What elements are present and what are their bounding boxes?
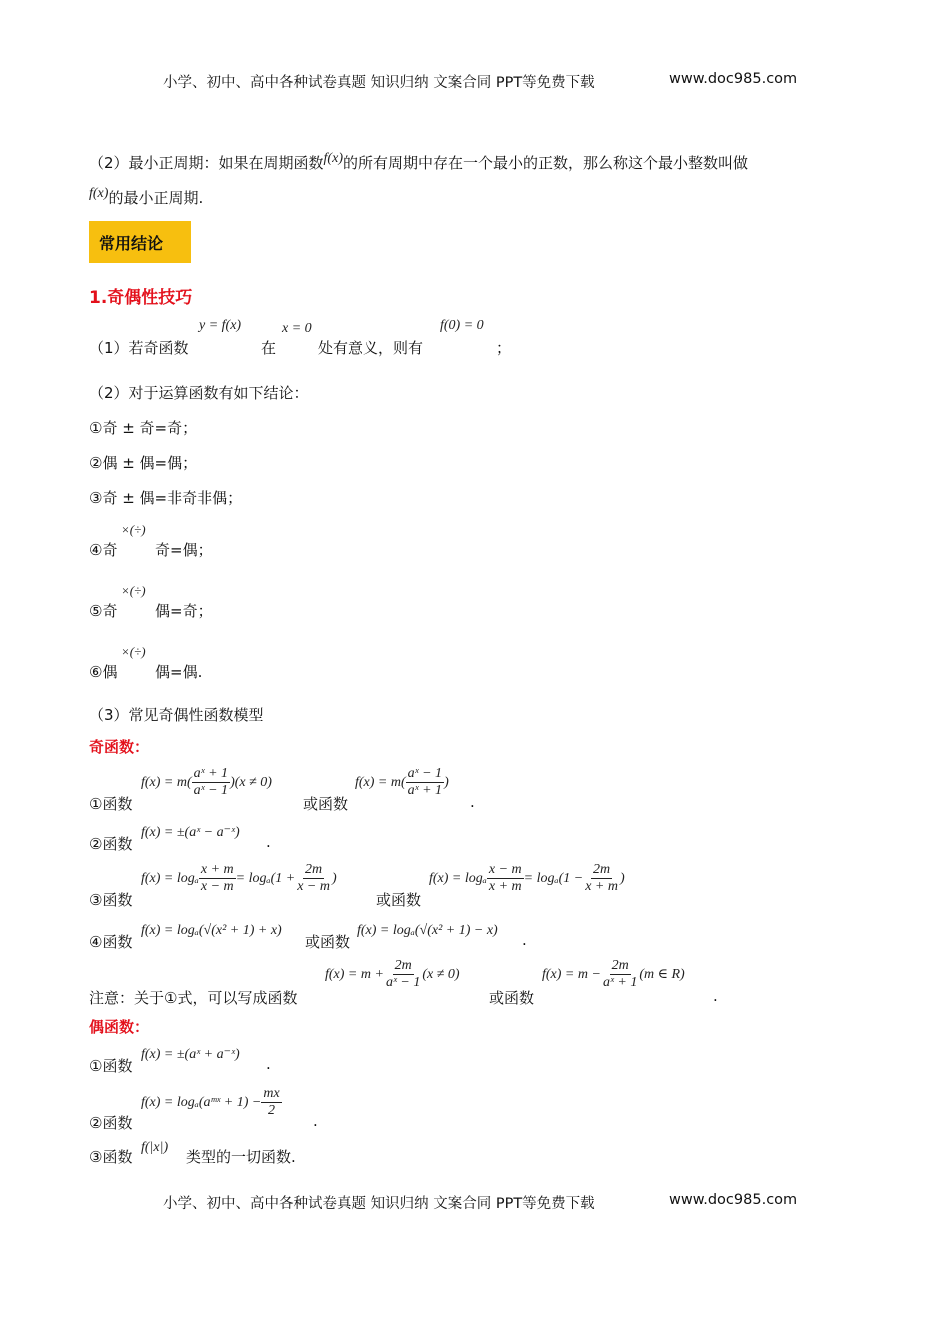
text: f(x) = m( [141, 774, 192, 790]
o2-label: ②函数 [89, 835, 133, 853]
fraction [295, 862, 332, 895]
rule-6a: ⑥偶 [89, 663, 118, 681]
fraction [199, 862, 236, 895]
e3-label: ③函数 [89, 1148, 133, 1166]
odd-formula-2: f(x) = ±(aˣ − a⁻ˣ) [141, 825, 240, 840]
o2-end: . [266, 833, 271, 851]
e2-end: . [313, 1112, 318, 1130]
text: ) [444, 774, 449, 790]
text: 的所有周期中存在一个最小的正数，那么称这个最小整数叫做 [342, 154, 748, 172]
item1-text-c: 处有意义，则有 [318, 339, 424, 357]
text: f(x) = m( [355, 774, 406, 790]
even-formula-1: f(x) = ±(aˣ + a⁻ˣ) [141, 1047, 240, 1062]
op-mul-div: ×(÷) [121, 522, 146, 537]
rule-5a: ⑤奇 [89, 602, 118, 620]
denominator: aˣ + 1 [407, 783, 443, 798]
e3-text: 类型的一切函数. [186, 1148, 296, 1166]
rule-1: ①奇 ± 奇=奇； [89, 419, 198, 437]
o3-label: ③函数 [89, 891, 133, 909]
even-formula-3: f(|x|) [141, 1140, 169, 1155]
note-or: 或函数 [489, 989, 535, 1007]
text: (m ∈ R) [639, 967, 685, 982]
footer-site-link[interactable]: www.doc985.com [669, 1192, 798, 1208]
item1-text-a: （1）若奇函数 [89, 339, 189, 357]
note-formula-2 [542, 958, 685, 991]
footer-text: 小学、初中、高中各种试卷真题 知识归纳 文案合同 PPT等免费下载 [163, 1196, 595, 1212]
text: f(x) = m + [325, 966, 384, 982]
header-text: 小学、初中、高中各种试卷真题 知识归纳 文案合同 PPT等免费下载 [163, 75, 595, 91]
numerator: 2m [593, 862, 611, 877]
even-title: 偶函数： [89, 1018, 150, 1036]
odd-title: 奇函数： [89, 738, 150, 756]
math-f0: f(0) = 0 [440, 318, 484, 333]
min-period-line2 [89, 187, 203, 208]
op-mul-div: ×(÷) [121, 644, 146, 659]
o4-end: . [522, 931, 527, 949]
numerator: mx [263, 1086, 280, 1101]
fraction [261, 1086, 281, 1119]
fraction [192, 766, 230, 799]
denominator: aˣ − 1 [385, 975, 421, 990]
math-x0: x = 0 [282, 321, 312, 336]
odd-formula-1a [141, 766, 272, 799]
even-formula-2 [141, 1086, 282, 1119]
math-fx: f(x) [89, 186, 109, 201]
header-site-link[interactable]: www.doc985.com [669, 71, 798, 87]
item3-text: （3）常见奇偶性函数模型 [89, 706, 264, 724]
rule-6b: 偶=偶. [155, 663, 203, 681]
text: )(x ≠ 0) [230, 774, 272, 790]
fraction [601, 958, 639, 991]
text: ) [331, 870, 337, 886]
odd-formula-3b [429, 862, 625, 895]
text: = logₐ(1 + [235, 870, 296, 886]
note-end: . [713, 987, 718, 1005]
text: ) [619, 870, 625, 886]
odd-formula-4b: f(x) = logₐ(√(x² + 1) − x) [357, 923, 498, 938]
numerator: 2m [394, 958, 412, 973]
denominator: x − m [297, 879, 330, 894]
note-formula-1 [325, 958, 460, 991]
common-conclusions-badge [89, 221, 191, 263]
text: f(x) = m − [542, 966, 601, 982]
rule-4b: 奇=偶； [155, 541, 213, 559]
math-y-fx: y = f(x) [199, 318, 242, 333]
e1-end: . [266, 1055, 271, 1073]
denominator: x + m [488, 879, 522, 894]
math-fx: f(x) [323, 151, 343, 166]
fraction [406, 766, 444, 799]
op-mul-div: ×(÷) [121, 583, 146, 598]
odd-formula-1b [355, 766, 449, 799]
numerator: x − m [488, 862, 522, 877]
note-text: 注意：关于①式，可以写成函数 [89, 989, 298, 1007]
section-heading: 1.奇偶性技巧 [89, 288, 193, 308]
rule-4a: ④奇 [89, 541, 118, 559]
e2-label: ②函数 [89, 1114, 133, 1132]
text: f(x) = logₐ [141, 870, 199, 886]
text: f(x) = logₐ [429, 870, 487, 886]
denominator: x − m [200, 879, 234, 894]
e1-label: ①函数 [89, 1057, 133, 1075]
item1-text-d: ； [496, 339, 512, 357]
min-period-line1 [89, 152, 748, 173]
o4-or: 或函数 [305, 933, 351, 951]
numerator: x + m [200, 862, 234, 877]
rule-2: ②偶 ± 偶=偶； [89, 454, 198, 472]
numerator: aˣ − 1 [407, 766, 443, 781]
item2-text: （2）对于运算函数有如下结论： [89, 384, 309, 402]
rule-5b: 偶=奇； [155, 602, 213, 620]
o1-end: . [470, 793, 475, 811]
text: f(x) = logₐ(aᵐˣ + 1) − [141, 1094, 262, 1110]
numerator: aˣ + 1 [193, 766, 229, 781]
odd-formula-4a: f(x) = logₐ(√(x² + 1) + x) [141, 923, 282, 938]
rule-3: ③奇 ± 偶=非奇非偶； [89, 489, 243, 507]
fraction [487, 862, 524, 895]
numerator: 2m [305, 862, 323, 877]
o1-label: ①函数 [89, 795, 133, 813]
o1-or: 或函数 [303, 795, 349, 813]
fraction [583, 862, 620, 895]
text: 的最小正周期. [108, 189, 204, 207]
o3-or: 或函数 [376, 891, 422, 909]
denominator: aˣ + 1 [602, 975, 638, 990]
text: = logₐ(1 − [523, 870, 584, 886]
badge-label: 常用结论 [99, 234, 164, 253]
odd-formula-3a [141, 862, 337, 895]
text: (x ≠ 0) [422, 966, 460, 982]
denominator: 2 [268, 1103, 276, 1118]
fraction [384, 958, 422, 991]
o4-label: ④函数 [89, 933, 133, 951]
numerator: 2m [611, 958, 629, 973]
denominator: aˣ − 1 [193, 783, 229, 798]
text: （2）最小正周期：如果在周期函数 [89, 154, 324, 172]
item1-text-b: 在 [261, 339, 277, 357]
denominator: x + m [585, 879, 618, 894]
